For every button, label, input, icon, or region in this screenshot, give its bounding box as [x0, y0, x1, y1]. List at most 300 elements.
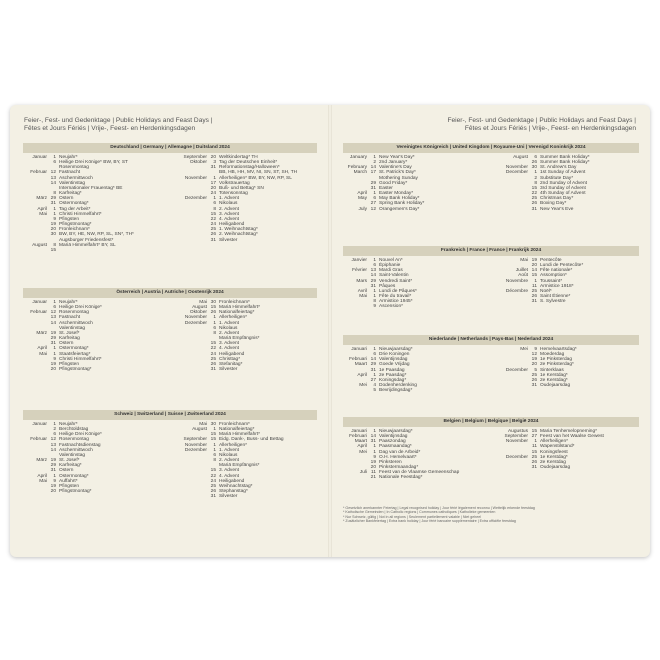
- holiday-name: Feest van de Vlaamse Gemeenschap: [379, 470, 460, 476]
- holiday-name: Silvester: [219, 237, 238, 243]
- holiday-columns: [23, 298, 317, 372]
- holiday-columns: [343, 153, 639, 212]
- holiday-day: 1: [213, 196, 216, 202]
- holiday-name: Oudejaarsdag: [540, 465, 571, 471]
- holiday-name: 4. Advent: [219, 346, 240, 352]
- holiday-day: 15: [50, 247, 56, 253]
- holiday-month: [170, 238, 210, 243]
- holiday-day: 26: [531, 459, 537, 465]
- holiday-name: Pfingsten: [59, 361, 80, 367]
- holiday-day: 27: [370, 377, 376, 383]
- section-switzerland: [23, 410, 317, 499]
- holiday-row: [343, 388, 491, 393]
- holiday-day: 1: [53, 473, 56, 479]
- holiday-columns: [23, 420, 317, 499]
- holiday-month: Mai: [39, 211, 47, 217]
- holiday-name: Fronleichnam*: [219, 422, 250, 427]
- holiday-name: Karfreitag*: [59, 463, 82, 469]
- holiday-day: 6: [534, 155, 537, 160]
- holiday-day: 31: [50, 201, 56, 207]
- holiday-month: Januar: [32, 422, 47, 427]
- header-line: Fêtes et Jours Fériés | Vrije-, Feest- en Herdenkingsdagen: [24, 125, 196, 133]
- holiday-month: September: [504, 434, 528, 440]
- footnote: * Katholische Gemeinden | In Catholic regions | Communes catholiques | Katholieke gemeenten: [343, 510, 496, 515]
- holiday-name: Spring Bank Holiday*: [379, 201, 425, 207]
- holiday-day: 20: [531, 263, 537, 269]
- holiday-day: 1: [53, 155, 56, 160]
- holiday-day: 27: [531, 434, 537, 440]
- holiday-name: Dag van de Arbeid*: [379, 449, 421, 455]
- holiday-month: Novembre: [505, 278, 528, 284]
- holiday-name: Valentine's Day: [379, 165, 412, 171]
- holiday-month: Mai: [359, 294, 367, 300]
- holiday-month: Juli: [359, 470, 367, 476]
- holiday-name: Moederdag: [540, 352, 565, 358]
- holiday-day: 25: [210, 227, 216, 233]
- holiday-name: Karfreitag: [59, 336, 80, 342]
- holiday-month: September: [183, 437, 207, 443]
- holiday-day: 22: [531, 191, 537, 197]
- holiday-name: New Year's Day*: [379, 155, 415, 160]
- holiday-name: Allerheiligen*: [219, 315, 247, 321]
- holiday-month: Januar: [32, 155, 47, 160]
- holiday-month: April: [37, 346, 47, 352]
- holiday-name: Tag der Deutschen Einheit*: [219, 160, 278, 166]
- holiday-day: 14: [50, 180, 56, 186]
- holiday-month: Mai: [520, 258, 528, 263]
- holiday-name: 1e Paasdag: [379, 367, 405, 373]
- holiday-name: Mariä Himmelfahrt*: [219, 432, 261, 438]
- holiday-month: Décembre: [505, 288, 528, 294]
- holiday-day: 1: [213, 175, 216, 181]
- holiday-name: Ostermontag*: [59, 201, 89, 207]
- holiday-day: 1: [53, 346, 56, 352]
- holiday-day: 27: [370, 201, 376, 207]
- holiday-day: 19: [50, 330, 56, 336]
- holiday-month: Mei: [359, 449, 367, 455]
- holiday-day: 12: [50, 310, 56, 316]
- holiday-name: Aschermittwoch: [59, 447, 93, 453]
- holiday-name: Ostermontag*: [59, 473, 89, 479]
- holiday-day: 6: [53, 432, 56, 438]
- holiday-day: 26: [210, 232, 216, 238]
- holiday-day: 9: [373, 304, 376, 310]
- holiday-name: Christtag*: [219, 356, 241, 362]
- holiday-day: 9: [53, 216, 56, 222]
- holiday-month: May: [357, 196, 367, 202]
- right-page-header: [447, 117, 636, 134]
- holiday-month: [23, 248, 50, 253]
- holiday-month: Maart: [354, 439, 367, 445]
- holiday-day: 5: [534, 367, 537, 373]
- holiday-month: Août: [518, 273, 528, 279]
- holiday-name: O.H. Hemelvaart*: [379, 454, 417, 460]
- holiday-day: 9: [373, 454, 376, 460]
- holiday-column: [23, 155, 170, 253]
- holiday-name: Drie Koningen: [379, 352, 410, 358]
- holiday-name: Pentecôte: [540, 258, 562, 263]
- holiday-day: 19: [531, 357, 537, 363]
- section-germany: [23, 143, 317, 253]
- holiday-day: 15: [531, 449, 537, 455]
- holiday-day: 8: [213, 458, 216, 464]
- holiday-name: Nikolaus: [219, 452, 238, 458]
- footnote: * Zusätzlicher Bankfeiertag | Extra bank holiday | Jour férié bancaire supplémentaire | Extra officiële feestdag: [343, 518, 516, 523]
- holiday-name: 1e Kerstdag*: [540, 372, 568, 378]
- holiday-day: 9: [53, 356, 56, 362]
- holiday-name: Eidg. Dank-, Buss- und Bettag: [219, 437, 284, 443]
- holiday-day: 15: [531, 429, 537, 434]
- section-austria: [23, 288, 317, 372]
- right-page: [330, 105, 650, 557]
- holiday-month: [491, 465, 531, 470]
- holiday-day: 29: [50, 196, 56, 202]
- holiday-name: Lundi de Pentecôte*: [540, 263, 584, 269]
- holiday-name: Fastnachtsdienstag: [59, 442, 101, 448]
- holiday-month: January: [349, 155, 367, 160]
- holiday-day: 1: [373, 372, 376, 378]
- holiday-name: Christi Himmelfahrt*: [59, 356, 102, 362]
- holiday-name: Summer Bank Holiday*: [540, 155, 590, 160]
- holiday-month: Mars: [356, 278, 367, 284]
- holiday-name: Karfreitag*: [59, 191, 82, 197]
- holiday-name: Paaszondag: [379, 439, 406, 445]
- holiday-name: Lundi de Pâques*: [379, 288, 417, 294]
- holiday-day: 20: [50, 489, 56, 495]
- holiday-day: 29: [370, 180, 376, 186]
- holiday-month: August: [32, 242, 47, 248]
- holiday-name: 2. Advent: [219, 330, 240, 336]
- holiday-day: 8: [213, 206, 216, 212]
- holiday-day: 1: [53, 422, 56, 427]
- holiday-day: 1: [213, 315, 216, 321]
- holiday-columns: [343, 427, 639, 481]
- header-line: Fêtes et Jours Fériés | Vrije-, Feest- en Herdenkingsdagen: [464, 125, 636, 133]
- holiday-name: New Year's Eve: [540, 206, 574, 212]
- holiday-day: 31: [50, 341, 56, 347]
- holiday-day: 30: [210, 300, 216, 305]
- holiday-name: Heiligabend: [219, 222, 245, 228]
- holiday-day: 1: [53, 351, 56, 357]
- holiday-day: 6: [213, 325, 216, 331]
- holiday-name: Augsburger Friedensfest*: [59, 237, 114, 243]
- holiday-month: [23, 367, 50, 372]
- holiday-row: [491, 207, 639, 212]
- holiday-name: Valentinstag: [59, 452, 86, 458]
- holiday-day: 1: [373, 258, 376, 263]
- footnote: * Nur Schweiz, gültig | Not in all regions | Seulement partiellement valable | Niet geheel: [343, 514, 482, 519]
- holiday-row: [23, 248, 170, 253]
- holiday-month: [343, 475, 370, 480]
- holiday-month: December: [505, 367, 528, 373]
- holiday-name: Ostermontag*: [59, 346, 89, 352]
- section-title: Schweiz | Switzerland | Suisse | Zwitserland 2024: [23, 410, 317, 420]
- holiday-day: 14: [531, 268, 537, 274]
- holiday-name: Reformationstag/Halloween*: [219, 165, 280, 171]
- holiday-name: Aschermittwoch: [59, 320, 93, 326]
- holiday-day: 11: [532, 283, 537, 289]
- left-page-header: [24, 117, 213, 134]
- holiday-day: 25: [531, 372, 537, 378]
- holiday-name: Heilige Drei Könige*: [59, 432, 102, 438]
- holiday-name: Oudejaarsdag: [540, 383, 571, 389]
- holiday-row: [343, 207, 491, 212]
- holiday-name: Mariä Empfängnis*: [219, 336, 260, 342]
- holiday-day: 31: [210, 165, 216, 171]
- holiday-name: Mariä Himmelfahrt* BY, SL: [59, 242, 116, 248]
- holiday-day: 20: [50, 227, 56, 233]
- holiday-name: Heilige Drei Könige*: [59, 305, 102, 311]
- holiday-month: März: [36, 196, 47, 202]
- holiday-day: 31: [370, 439, 376, 445]
- holiday-name: Dodenherdenking: [379, 383, 417, 389]
- holiday-month: Februar: [30, 170, 47, 176]
- header-line: Feier-, Fest- und Gedenktage | Public Holidays and Feast Days |: [24, 117, 213, 124]
- holiday-name: Pfingstmontag*: [59, 367, 92, 373]
- holiday-day: 1: [213, 320, 216, 326]
- holiday-name: Saint-Valentin: [379, 273, 409, 279]
- holiday-day: 25: [210, 483, 216, 489]
- holiday-month: [170, 494, 210, 499]
- holiday-name: Armistice 1945*: [379, 299, 413, 305]
- holiday-name: Allerheiligen* BW, BY, NW, RP, SL: [219, 175, 292, 181]
- holiday-name: Fête du travail*: [379, 294, 412, 300]
- holiday-name: Christi Himmelfahrt*: [59, 211, 102, 217]
- holiday-name: Internationaler Frauentag* BE: [59, 185, 123, 191]
- holiday-month: [343, 388, 370, 393]
- holiday-name: Saint Étienne*: [540, 294, 571, 300]
- holiday-name: St. Josef*: [59, 330, 80, 336]
- holiday-column: [491, 258, 639, 310]
- holiday-day: 1: [373, 155, 376, 160]
- holiday-name: May Bank Holiday*: [379, 196, 420, 202]
- holiday-day: 1: [53, 211, 56, 217]
- holiday-name: Nationalfeiertag*: [219, 310, 255, 316]
- holiday-day: 13: [370, 268, 376, 274]
- holiday-day: 21: [370, 475, 376, 481]
- holiday-day: 17: [370, 170, 376, 176]
- holiday-month: Mai: [199, 422, 207, 427]
- holiday-row: [491, 465, 639, 470]
- holiday-name: Pfingstmontag*: [59, 222, 92, 228]
- holiday-day: 6: [213, 201, 216, 207]
- holiday-day: 6: [213, 452, 216, 458]
- holiday-name: 2. Advent: [219, 206, 240, 212]
- holiday-name: 4. Advent: [219, 216, 240, 222]
- holiday-month: [491, 207, 531, 212]
- holiday-name: Bevrijdingsdag*: [379, 388, 413, 394]
- holiday-name: Christmas Day*: [540, 196, 574, 202]
- holiday-name: 2e Paasdag*: [379, 372, 407, 378]
- holiday-day: 19: [50, 361, 56, 367]
- holiday-day: 2: [373, 160, 376, 166]
- holiday-name: Valentinstag: [59, 325, 86, 331]
- holiday-day: 14: [370, 357, 376, 363]
- holiday-day: 14: [50, 447, 56, 453]
- holiday-day: 20: [531, 362, 537, 368]
- holiday-name: Volkstrauertag: [219, 180, 250, 186]
- holiday-day: 31: [370, 367, 376, 373]
- holiday-name: Heiligabend: [219, 478, 245, 484]
- holiday-month: April: [357, 444, 367, 450]
- holiday-name: Neujahr*: [59, 155, 78, 160]
- holiday-day: 1: [534, 439, 537, 445]
- holiday-name: Fête nationale*: [540, 268, 573, 274]
- holiday-day: 9: [534, 347, 537, 352]
- holiday-day: 1: [373, 347, 376, 352]
- holiday-day: 20: [50, 367, 56, 373]
- holiday-day: 12: [50, 170, 56, 176]
- holiday-column: [343, 429, 491, 481]
- section-netherlands: [343, 335, 639, 393]
- holiday-day: 8: [53, 191, 56, 197]
- holiday-name: Silvester: [219, 367, 238, 373]
- holiday-day: 1: [373, 429, 376, 434]
- holiday-name: Maria Tenhemelopneming*: [540, 429, 597, 434]
- holiday-day: 26: [210, 489, 216, 495]
- holiday-name: Silvester: [219, 494, 238, 500]
- holiday-month: December: [505, 170, 528, 176]
- holiday-day: 1: [373, 288, 376, 294]
- holiday-month: April: [37, 473, 47, 479]
- holiday-name: 2e Kerstdag: [540, 459, 566, 465]
- holiday-day: 15: [531, 185, 537, 191]
- holiday-month: Avril: [357, 288, 367, 294]
- holiday-month: February: [347, 165, 367, 171]
- holiday-name: Pfingstmontag*: [59, 489, 92, 495]
- holiday-month: [343, 304, 370, 309]
- holiday-name: 1st Sunday of Advent: [540, 170, 586, 176]
- footnote: * Gesetzlich anerkannter Feiertag | Legal recognised holiday | Jour férié légalement reconnu | Wettelijk erkende feestdag: [343, 506, 535, 510]
- holiday-month: Dezember: [184, 196, 207, 202]
- holiday-day: 15: [210, 432, 216, 438]
- holiday-day: 30: [210, 422, 216, 427]
- holiday-day: 1: [534, 278, 537, 284]
- holiday-month: Februari: [349, 434, 367, 440]
- holiday-month: March: [353, 170, 367, 176]
- holiday-day: 31: [210, 494, 216, 500]
- holiday-name: Allerheiligen*: [540, 439, 568, 445]
- holiday-day: 25: [531, 454, 537, 460]
- holiday-name: Assomption*: [540, 273, 567, 279]
- holiday-name: 2e Pinksterdag*: [540, 362, 574, 368]
- holiday-month: Oktober: [189, 310, 207, 316]
- holiday-column: [491, 155, 639, 212]
- holiday-name: St. Andrew's Day: [540, 165, 577, 171]
- planner-spread: [10, 105, 650, 557]
- holiday-name: Rosenmontag: [59, 165, 89, 171]
- holiday-name: Heiligabend: [219, 351, 245, 357]
- holiday-name: Boxing Day*: [540, 201, 567, 207]
- holiday-name: 2e Kerstdag*: [540, 377, 568, 383]
- holiday-name: Goede Vrijdag: [379, 362, 410, 368]
- holiday-name: Mothering Sunday: [379, 175, 418, 181]
- holiday-day: 25: [531, 196, 537, 202]
- holiday-name: Fastnacht: [59, 170, 81, 176]
- holiday-name: Hemelvaartsdag*: [540, 347, 577, 352]
- holiday-day: 25: [531, 288, 537, 294]
- holiday-name: Valentinstag: [59, 180, 86, 186]
- section-title: Deutschland | Germany | Allemagne | Duitsland 2024: [23, 143, 317, 153]
- holiday-day: 15: [210, 437, 216, 443]
- holiday-month: Januari: [351, 347, 367, 352]
- holiday-day: 4: [373, 383, 376, 389]
- holiday-day: 8: [373, 299, 376, 305]
- holiday-row: [343, 475, 491, 480]
- holiday-month: Februari: [349, 357, 367, 363]
- holiday-name: Totensonntag: [219, 191, 248, 197]
- holiday-day: 1: [213, 442, 216, 448]
- holiday-name: Pinksteren: [379, 459, 402, 465]
- section-title: Niederlande | Netherlands | Pays-Bas | Nederland 2024: [343, 335, 639, 345]
- holiday-name: Aschermittwoch: [59, 175, 93, 181]
- section-title: Belgien | Belgium | Belgique | België 2024: [343, 417, 639, 427]
- holiday-month: November: [184, 175, 207, 181]
- holiday-name: 1. Advent: [219, 320, 240, 326]
- holiday-day: 2: [534, 175, 537, 181]
- holiday-name: Vendredi Saint*: [379, 278, 413, 284]
- holiday-name: Nieuwjaarsdag*: [379, 429, 413, 434]
- holiday-name: Wapenstilstand*: [540, 444, 575, 450]
- holiday-row: [343, 304, 491, 309]
- holiday-name: 3. Advent: [219, 468, 240, 474]
- holiday-name: Pfingsten: [59, 216, 80, 222]
- holiday-day: 12: [531, 352, 537, 358]
- holiday-name: Buß- und Bettag* SN: [219, 185, 264, 191]
- holiday-month: August: [192, 305, 207, 311]
- holiday-day: 1: [213, 447, 216, 453]
- holiday-day: 1: [534, 170, 537, 176]
- footnotes: [343, 506, 639, 523]
- holiday-month: Janvier: [351, 258, 367, 263]
- holiday-month: Février: [352, 268, 367, 274]
- holiday-day: 1: [213, 427, 216, 433]
- holiday-name: Allerheiligen*: [219, 442, 247, 448]
- holiday-name: Fronleichnam*: [219, 300, 250, 305]
- holiday-name: Rosenmontag: [59, 310, 89, 316]
- holiday-name: Fastnacht: [59, 315, 81, 321]
- holiday-day: 8: [534, 180, 537, 186]
- holiday-name: 2. Advent: [219, 458, 240, 464]
- holiday-day: 20: [210, 155, 216, 160]
- holiday-day: 6: [53, 160, 56, 166]
- holiday-row: [170, 238, 317, 243]
- holiday-day: 15: [210, 341, 216, 347]
- holiday-name: Good Friday*: [379, 180, 408, 186]
- holiday-name: Neujahr*: [59, 422, 78, 427]
- holiday-name: 1e Kerstdag*: [540, 454, 568, 460]
- holiday-column: [23, 300, 170, 372]
- holiday-name: Épiphanie: [379, 263, 401, 269]
- holiday-name: Mariä Himmelfahrt*: [219, 305, 261, 311]
- holiday-name: Rosenmontag: [59, 437, 89, 443]
- section-title: Österreich | Austria | Autriche | Oostenrijk 2024: [23, 288, 317, 298]
- holiday-column: [170, 422, 317, 499]
- holiday-day: 19: [50, 458, 56, 464]
- holiday-month: Juillet: [515, 268, 528, 274]
- holiday-name: 4. Advent: [219, 473, 240, 479]
- header-line: Feier-, Fest- und Gedenktage | Public Holidays and Feast Days |: [447, 117, 636, 124]
- holiday-column: [343, 347, 491, 393]
- holiday-month: August: [513, 155, 528, 160]
- holiday-name: Noël*: [540, 288, 552, 294]
- holiday-name: Mardi Gras: [379, 268, 403, 274]
- holiday-day: 19: [370, 459, 376, 465]
- holiday-name: S. Sylvestre: [540, 299, 566, 305]
- holiday-day: 22: [210, 473, 216, 479]
- holiday-columns: [343, 256, 639, 310]
- holiday-name: Ostern: [59, 341, 74, 347]
